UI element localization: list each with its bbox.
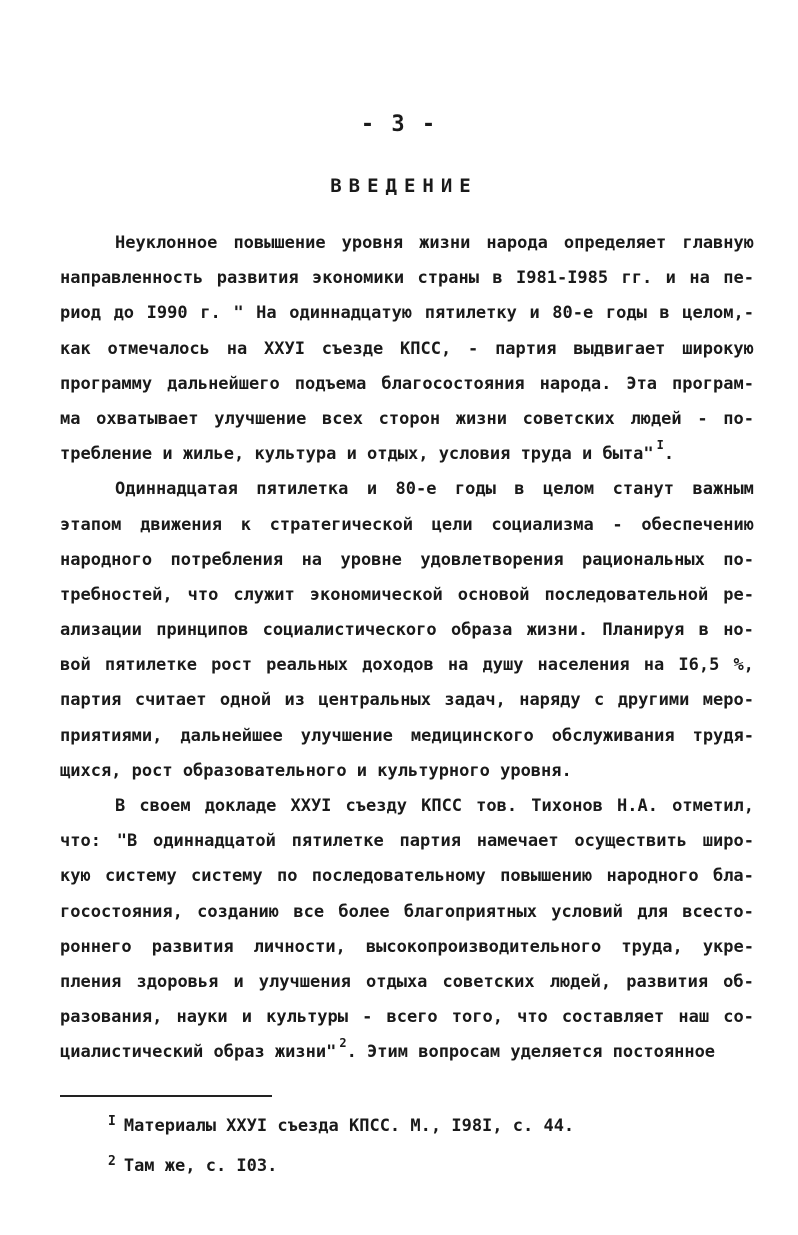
word: тов.	[476, 796, 518, 816]
word: своем	[139, 796, 191, 816]
word: высокопроизводительного	[365, 936, 602, 957]
word: пе-	[723, 268, 754, 289]
word: в	[514, 479, 525, 500]
word: реальных	[266, 655, 349, 676]
word: в	[492, 268, 503, 289]
word: народного	[60, 549, 153, 570]
text-line	[60, 261, 754, 296]
footnote-text: Материалы ХХУI съезда КПСС. М., I98I, с. 44.	[123, 1116, 575, 1136]
word: одной	[219, 690, 272, 711]
word: съезде	[321, 338, 384, 359]
word: На	[256, 303, 277, 324]
line-text: циалистический образ жизни"	[60, 1042, 337, 1063]
word: личности,	[253, 936, 346, 957]
footnote-text: Там же, с. I03.	[123, 1156, 278, 1176]
word: улучшения	[258, 971, 351, 992]
word: направленность	[60, 268, 204, 289]
word: народного	[606, 866, 699, 887]
word: роннего	[60, 936, 132, 957]
text-line	[60, 543, 754, 578]
word: пления	[60, 971, 122, 992]
word: програм-	[672, 373, 754, 394]
word: образа	[450, 620, 513, 641]
word: душу	[482, 655, 524, 676]
word: советских	[522, 408, 615, 429]
word: что	[187, 584, 219, 605]
word: вой	[60, 655, 91, 676]
word: отдыха	[366, 971, 428, 992]
word: людей	[630, 408, 682, 429]
word: как	[60, 338, 91, 359]
word: созданию	[197, 901, 280, 922]
text-line	[60, 578, 754, 613]
word: %,	[733, 655, 754, 676]
text-line	[60, 437, 754, 472]
word: I6,5	[678, 655, 720, 676]
text-line	[60, 824, 754, 859]
word: дальнейшего	[167, 373, 280, 394]
word: по-	[723, 549, 754, 570]
word: на	[226, 338, 248, 359]
word: важным	[692, 479, 754, 500]
word: требностей,	[60, 584, 173, 605]
text-line	[60, 226, 754, 261]
word: культуры	[266, 1007, 349, 1028]
word: широкую	[682, 338, 754, 359]
text-line	[60, 648, 754, 683]
word: наряду	[519, 690, 581, 711]
word: рациональных	[582, 549, 705, 570]
word: по	[276, 866, 298, 887]
text-line	[60, 719, 754, 754]
word: экономики	[312, 268, 405, 289]
word: укре-	[702, 936, 754, 957]
word: народа	[486, 233, 548, 253]
word: условий	[551, 901, 623, 922]
word: КПСС,	[400, 338, 452, 359]
word: съезду	[345, 796, 407, 816]
word: 80-е	[395, 479, 437, 500]
word: пятилетке	[104, 655, 197, 676]
word: систему	[105, 866, 177, 887]
word: об-	[723, 971, 754, 992]
text-line	[60, 965, 754, 1000]
footnote-reference: I	[656, 438, 664, 453]
word: годы	[605, 303, 647, 324]
word: -	[697, 408, 708, 429]
word: I981-I985	[516, 268, 609, 289]
word: по-	[723, 408, 754, 429]
word: Планируя	[602, 620, 685, 641]
word: принципов	[156, 620, 249, 641]
word: ализации	[60, 620, 142, 641]
word: бла-	[712, 866, 754, 887]
body-text	[60, 226, 754, 1071]
word: жизни.	[526, 620, 589, 641]
word: одиннадцатой	[153, 831, 276, 852]
word: на	[643, 655, 665, 676]
footnote-reference: 2	[339, 1036, 347, 1051]
word: партия	[495, 338, 557, 359]
word: риод	[60, 303, 101, 324]
word: широ-	[702, 831, 754, 852]
word: сторон	[378, 408, 441, 429]
word: и	[233, 971, 244, 992]
text-line	[60, 754, 754, 789]
word: "В	[116, 831, 138, 852]
word: на	[447, 655, 469, 676]
word: советских	[442, 971, 535, 992]
word: повышению	[500, 866, 593, 887]
word: этапом	[60, 514, 122, 535]
word: все	[293, 901, 325, 922]
word: намечает	[476, 831, 559, 852]
word: что:	[60, 831, 101, 852]
text-line	[60, 402, 754, 437]
word: ХХУI	[290, 796, 332, 816]
text-line	[60, 1000, 754, 1035]
word: жизни	[419, 233, 471, 253]
word: науки	[176, 1007, 228, 1028]
word: пятилетке	[291, 831, 384, 852]
word: задач,	[444, 690, 506, 711]
word: и	[665, 268, 676, 289]
word: пятилетка	[256, 479, 349, 500]
word: обеспечению	[641, 514, 754, 535]
text-line	[60, 895, 754, 930]
word: благоприятных	[403, 901, 537, 922]
footnote	[108, 1106, 748, 1146]
text-line	[60, 789, 754, 824]
word: считает	[134, 690, 207, 711]
word: осуществить	[574, 831, 687, 852]
word: систему	[191, 866, 263, 887]
line-text: щихся, рост образовательного и культурного уровня.	[60, 760, 572, 781]
word: целом,-	[682, 303, 754, 324]
word: 80-е	[552, 303, 594, 324]
word: центральных	[318, 690, 431, 711]
word: населения	[537, 655, 630, 676]
word: более	[338, 901, 390, 922]
footnote-mark: 2	[108, 1154, 116, 1169]
word: уровня	[341, 233, 404, 253]
word: к	[240, 514, 251, 535]
word: уровне	[340, 549, 402, 570]
word: и	[241, 1007, 253, 1028]
word: и	[529, 303, 540, 324]
word: трудя-	[692, 725, 754, 746]
word: и	[366, 479, 378, 500]
word: удовлетворения	[420, 549, 564, 570]
word: отмечалось	[107, 338, 210, 359]
word: народа.	[539, 373, 612, 394]
text-line	[60, 508, 754, 543]
word: всего	[386, 1007, 438, 1028]
word: последовательному	[311, 866, 486, 887]
word: госостояния,	[60, 901, 183, 922]
word: -	[468, 338, 479, 359]
word: на	[301, 549, 323, 570]
word: страны	[417, 268, 479, 289]
word: одиннадцатую	[289, 303, 413, 324]
word: партия	[60, 690, 122, 711]
word: развития	[216, 268, 299, 289]
word: всех	[322, 408, 363, 429]
word: I990	[146, 303, 188, 324]
word: -	[362, 1007, 373, 1028]
word: подъема	[294, 373, 367, 394]
word: благосостояния	[381, 373, 525, 394]
word: Неуклонное	[115, 233, 218, 253]
word: определяет	[563, 233, 667, 253]
word: труда,	[621, 936, 683, 957]
word: целом	[542, 479, 595, 500]
word: охватывает	[96, 408, 199, 429]
word: развития	[626, 971, 709, 992]
word: приятиями,	[60, 725, 163, 746]
footnote	[108, 1146, 748, 1186]
word: выдвигает	[573, 338, 666, 359]
footnote-mark: I	[108, 1114, 116, 1129]
word: всесто-	[682, 901, 754, 922]
text-line	[60, 367, 754, 402]
word: гг.	[621, 268, 653, 289]
word: наш	[678, 1007, 710, 1028]
word: обслуживания	[551, 725, 675, 746]
word: другими	[617, 690, 690, 711]
word: В	[115, 796, 126, 816]
line-trailing-text: . Этим вопросам уделяется постоянное	[346, 1042, 716, 1063]
word: из	[284, 690, 305, 711]
word: но-	[723, 620, 754, 641]
word: в	[698, 620, 709, 641]
word: "	[233, 303, 244, 324]
word: главную	[682, 233, 754, 253]
word: пятилетку	[424, 303, 517, 324]
text-line	[60, 613, 754, 648]
text-line	[60, 859, 754, 894]
word: на	[689, 268, 710, 289]
word: ма	[60, 408, 81, 429]
word: ХХУI	[264, 338, 305, 359]
word: того,	[451, 1007, 503, 1028]
word: медицинского	[410, 725, 534, 746]
word: социалистического	[262, 620, 437, 641]
word: КПСС	[421, 796, 463, 816]
text-line	[60, 930, 754, 965]
word: -	[612, 514, 623, 535]
word: Эта	[626, 373, 658, 394]
word: Н.А.	[617, 796, 658, 816]
word: повышение	[233, 233, 326, 253]
word: служит	[233, 584, 295, 605]
text-line	[60, 1035, 754, 1070]
footnotes	[108, 1106, 748, 1186]
word: потребления	[170, 549, 284, 570]
footnote-divider	[60, 1095, 272, 1097]
word: меро-	[702, 690, 754, 711]
word: экономической	[309, 584, 443, 605]
word: жизни	[455, 408, 507, 429]
text-line	[60, 683, 754, 718]
word: кую	[60, 866, 91, 887]
word: программу	[60, 373, 153, 394]
word: со-	[723, 1007, 754, 1028]
text-line	[60, 332, 754, 367]
word: с	[594, 690, 605, 711]
word: разования,	[60, 1007, 163, 1028]
text-line	[60, 472, 754, 507]
word: отметил,	[672, 796, 754, 816]
word: для	[637, 901, 668, 922]
word: цели	[431, 514, 473, 535]
word: дальнейшее	[180, 725, 283, 746]
word: доходов	[362, 655, 434, 676]
word: Одиннадцатая	[115, 479, 238, 500]
word: что	[517, 1007, 548, 1028]
word: годы	[454, 479, 496, 500]
word: станут	[612, 479, 675, 500]
word: социализма	[491, 514, 594, 535]
word: движения	[140, 514, 223, 535]
line-text: требление и жилье, культура и отдых, условия труда и быта"	[60, 444, 654, 465]
page-number: - 3 -	[360, 112, 438, 137]
word: стратегической	[269, 514, 413, 535]
word: улучшение	[214, 408, 307, 429]
word: улучшение	[300, 725, 393, 746]
word: здоровья	[136, 971, 219, 992]
line-trailing-text: .	[663, 444, 675, 465]
word: основой	[457, 584, 530, 605]
word: развития	[151, 936, 234, 957]
section-heading: ВВЕДЕНИЕ	[330, 175, 478, 197]
word: рост	[211, 655, 253, 676]
word: Тихонов	[531, 796, 603, 816]
word: последовательной	[544, 584, 709, 605]
word: людей,	[549, 971, 612, 992]
word: докладе	[204, 796, 277, 816]
text-line	[60, 296, 754, 331]
word: до	[113, 303, 135, 324]
word: ре-	[723, 584, 754, 605]
word: партия	[399, 831, 461, 852]
word: в	[659, 303, 670, 324]
word: составляет	[561, 1007, 665, 1028]
word: г.	[200, 303, 221, 324]
